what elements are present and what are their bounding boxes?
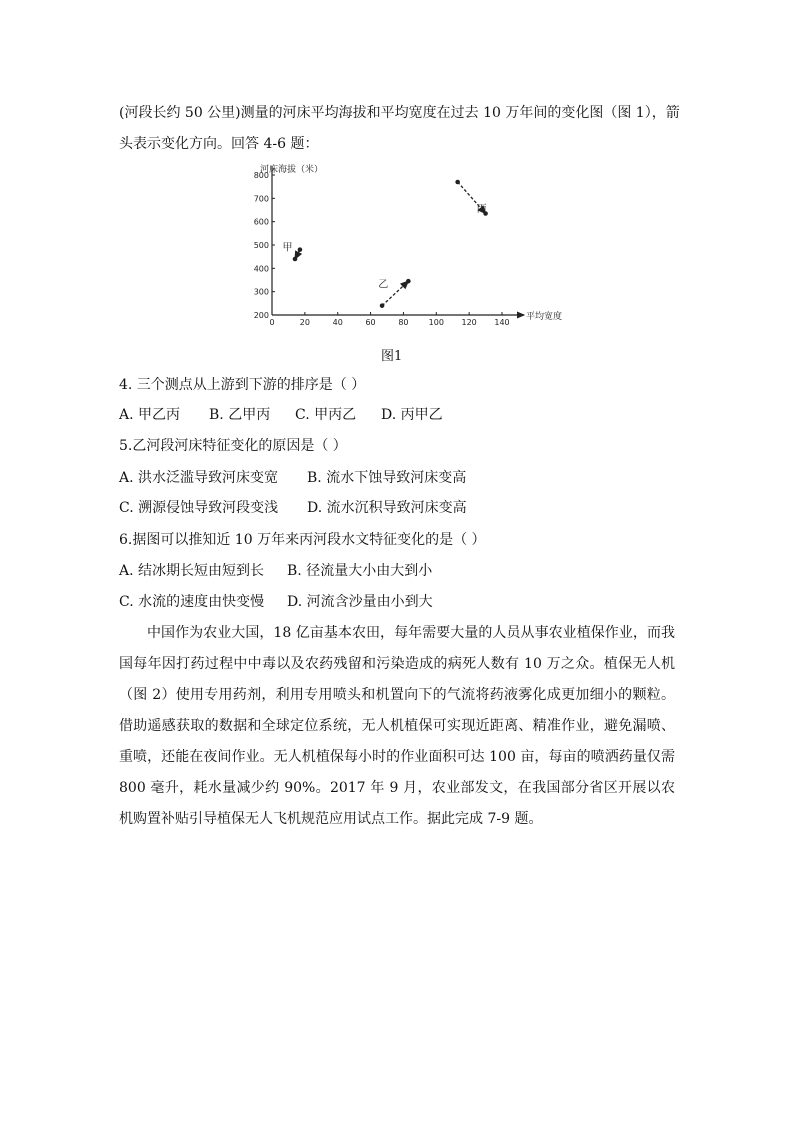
q6-options-row2 <box>119 593 433 611</box>
x-tick-label: 100 <box>428 318 444 327</box>
y-axis-label: 河床海拔（米） <box>260 165 324 175</box>
q6-option-a: A. 结冰期长短由短到长 <box>119 563 265 579</box>
x-tick-label: 40 <box>332 318 343 327</box>
q4-option-a: A. 甲乙丙 <box>119 407 181 423</box>
q5-stem: 5.乙河段河床特征变化的原因是（ ） <box>119 438 347 454</box>
intro-line-2: 头表示变化方向。回答 4-6 题： <box>119 136 319 152</box>
q6-options-row1 <box>119 562 432 580</box>
y-tick-label: 300 <box>253 287 269 297</box>
q6-stem: 6.据图可以推知近 10 万年来丙河段水文特征变化的是（ ） <box>119 532 486 548</box>
q6-option-d: D. 河流含沙量由小到大 <box>287 594 433 610</box>
data-point-end <box>406 279 411 284</box>
chart-svg <box>250 158 563 333</box>
q4-option-b: B. 乙甲丙 <box>209 407 271 423</box>
q4-options <box>119 406 443 424</box>
data-point-start <box>380 303 385 308</box>
q5-option-d: D. 流水沉积导致河床变高 <box>307 500 467 516</box>
q4-option-c: C. 甲丙乙 <box>295 407 357 423</box>
data-point-end <box>293 257 298 262</box>
q6-option-b: B. 径流量大小由大到小 <box>287 563 433 579</box>
x-tick-label: 140 <box>494 318 510 327</box>
intro-line-1: (河段长约 50 公里)测量的河床平均海拔和平均宽度在过去 10 万年间的变化图（图 1），箭 <box>119 105 680 121</box>
x-axis-label: 平均宽度 <box>526 312 563 322</box>
q5-option-b: B. 流水下蚀导致河床变高 <box>307 470 467 486</box>
passage-paragraph: 中国作为农业大国，18 亿亩基本农田，每年需要大量的人员从事农业植保作业，而我国每年因打药过程中中毒以及农药残留和污染造成的病死人数有 10 万之众。植保无人机（图 2）使用专用药剂，利用专用喷头和机置向下的气流将药液雾化成更加细小的颗粒。借助遥感获取的数据和全球定位系统，无人机植保可实现近距离、精准作业，避免漏喷、重喷，还能在夜间作业。无人机植保每小时的作业面积可达 100 亩，每亩的喷洒药量仅需 800 毫升，耗水量减少约 90%。2017 年 9 月，农业部发文，在我国部分省区开展以农机购置补贴引导植保无人飞机规范应用试点工作。据此完成 7-9 题。 <box>119 625 675 827</box>
series-label: 丙 <box>476 203 487 215</box>
x-tick-label: 60 <box>365 318 376 327</box>
y-tick-label: 700 <box>253 194 269 204</box>
q4-stem: 4. 三个测点从上游到下游的排序是（ ） <box>119 377 366 393</box>
q5-options-row2 <box>119 499 467 517</box>
y-tick-label: 800 <box>253 171 269 180</box>
y-tick-label: 200 <box>253 311 269 320</box>
figure-caption: 图1 <box>381 349 403 364</box>
q5-options-row1 <box>119 469 466 487</box>
data-point-start <box>455 180 460 185</box>
q4-option-d: D. 丙甲乙 <box>381 407 443 423</box>
q5-option-c: C. 溯源侵蚀导致河段变浅 <box>119 500 279 516</box>
series-label: 甲 <box>282 242 293 254</box>
x-tick-label: 80 <box>398 318 409 327</box>
y-tick-label: 500 <box>253 241 269 250</box>
y-tick-label: 400 <box>253 264 269 274</box>
figure-1-chart <box>250 158 563 333</box>
x-tick-label: 20 <box>299 318 310 327</box>
series-label: 乙 <box>378 279 389 291</box>
q5-option-a: A. 洪水泛滥导致河床变宽 <box>119 470 279 486</box>
q6-option-c: C. 水流的速度由快变慢 <box>119 594 265 610</box>
y-tick-label: 600 <box>253 217 269 227</box>
data-point-start <box>298 247 303 252</box>
x-tick-label: 120 <box>461 318 477 327</box>
x-tick-label: 0 <box>269 318 275 327</box>
